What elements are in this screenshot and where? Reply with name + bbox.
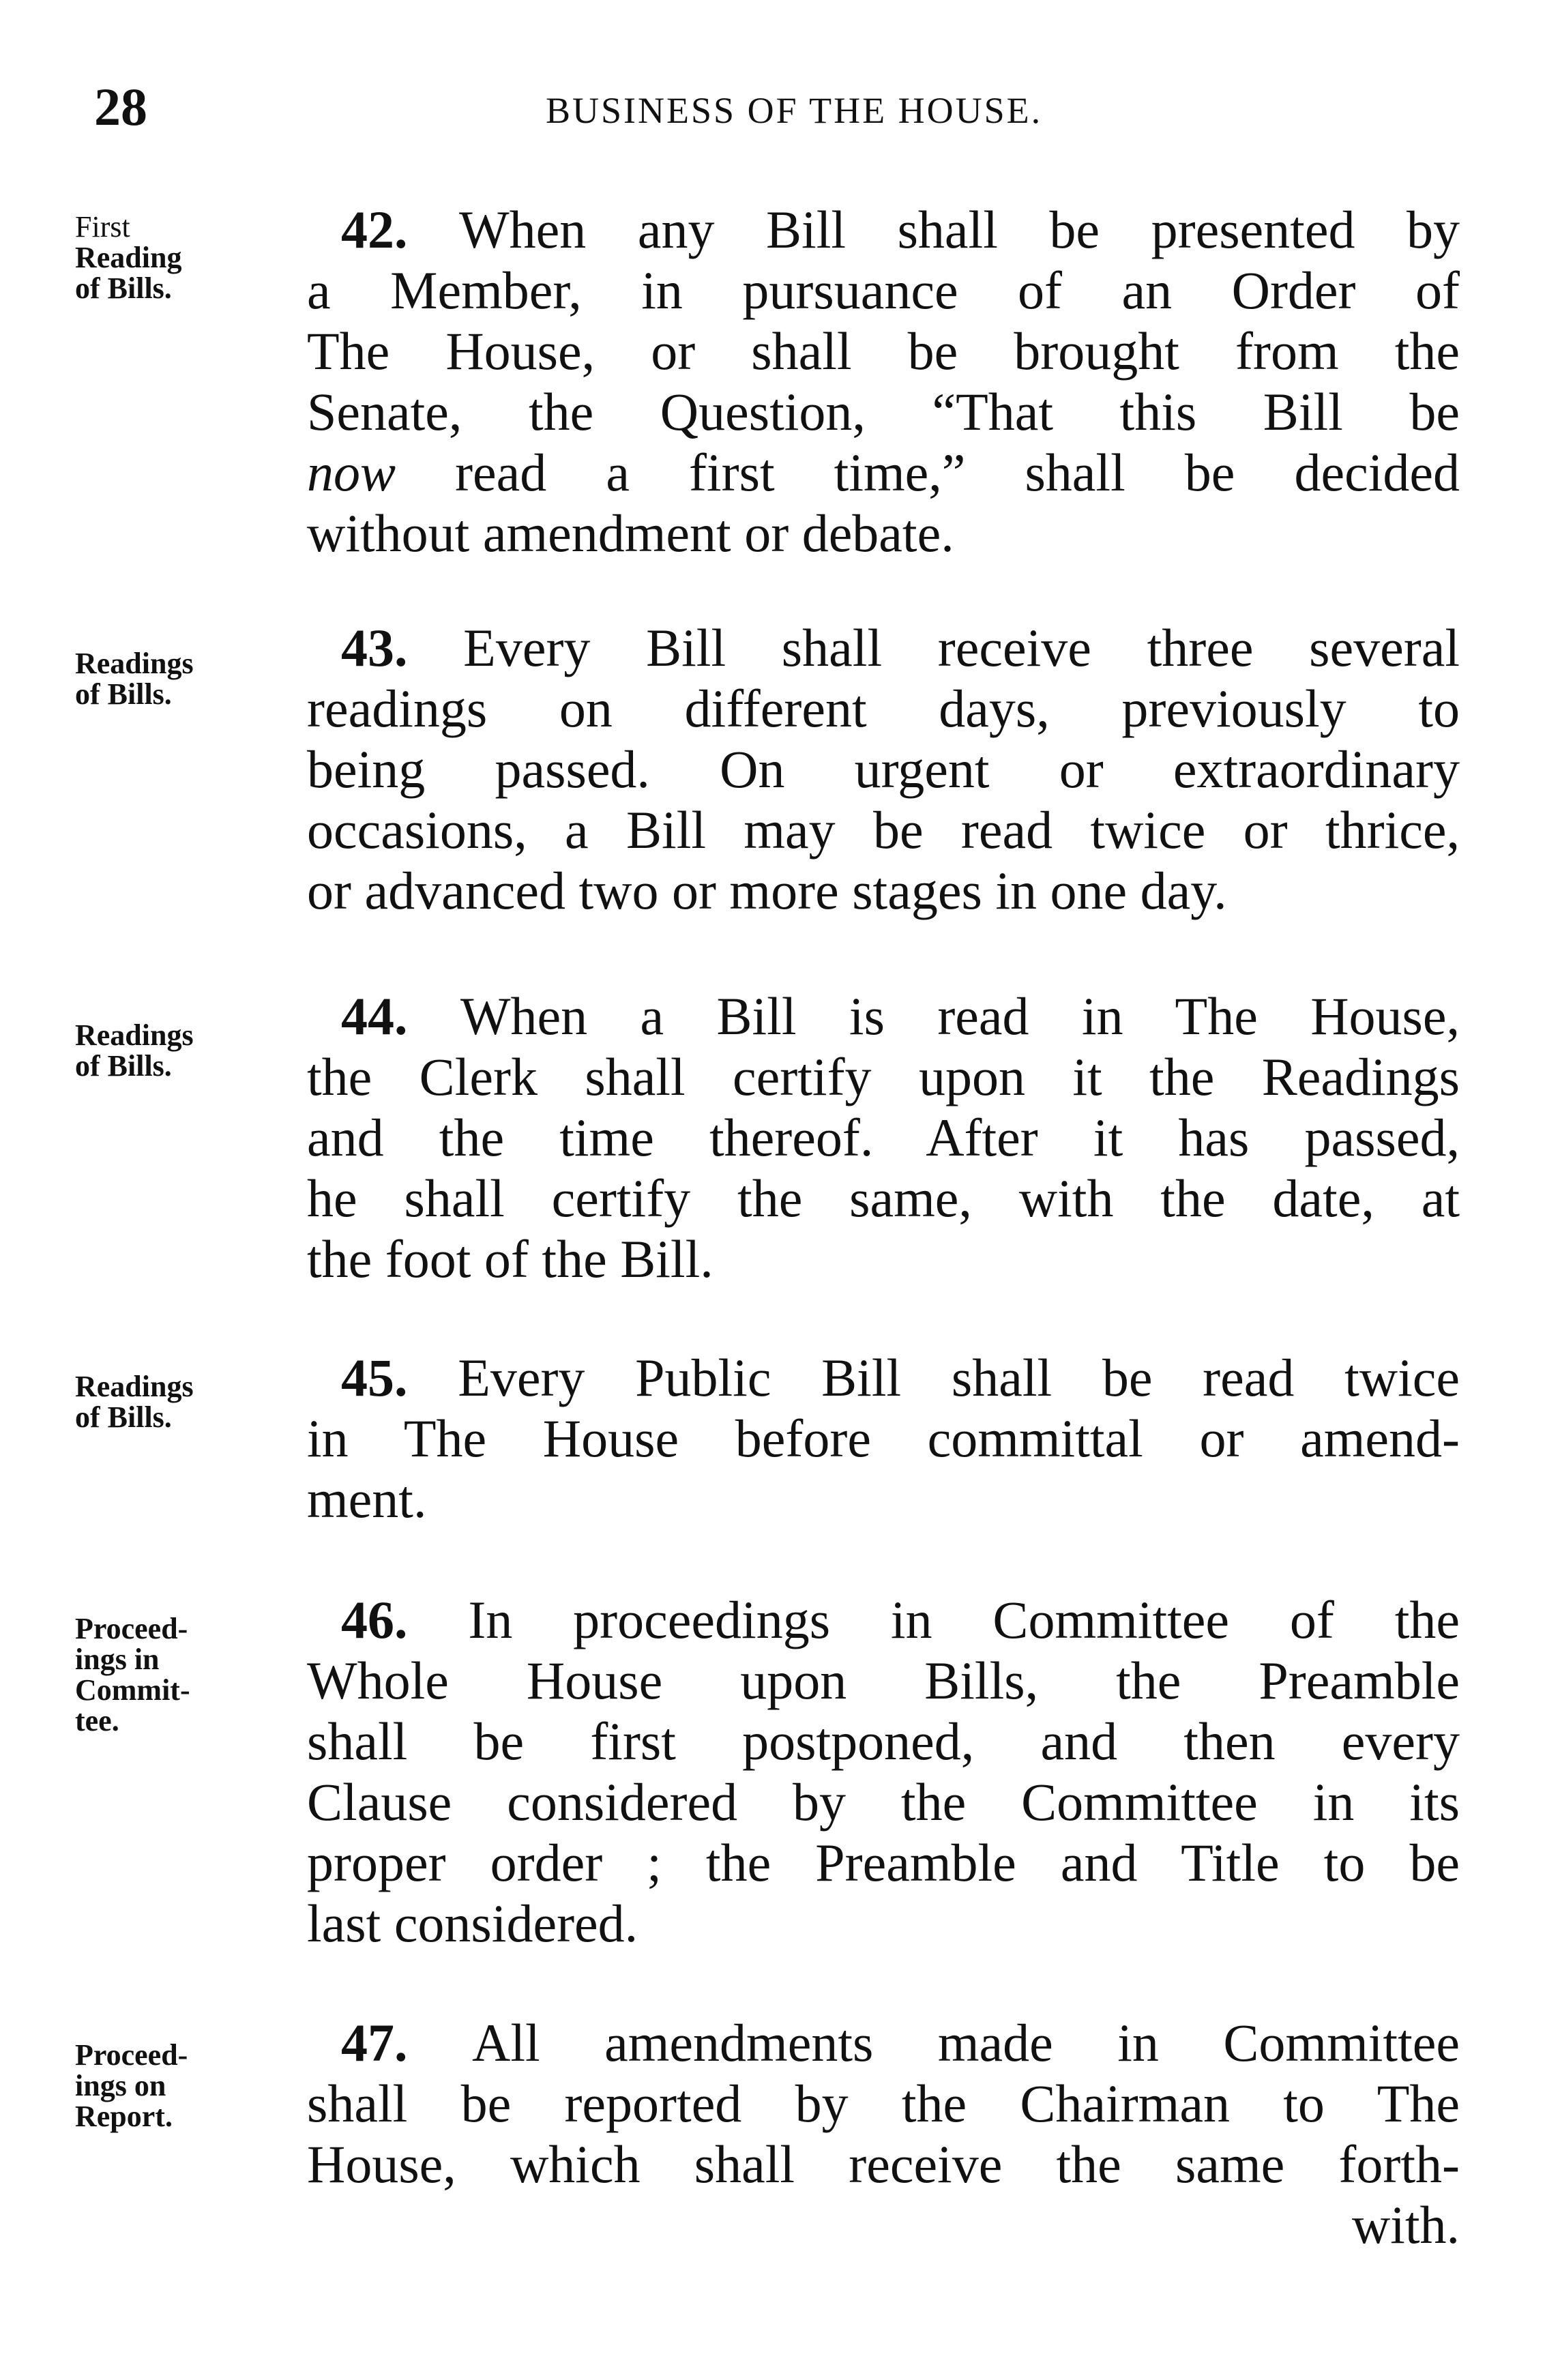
margin-note-line: Readings (75, 647, 194, 680)
paragraph-text: In proceedings in Committee of the (468, 1590, 1460, 1649)
margin-note-line: Commit- (75, 1673, 190, 1707)
paragraph-line: shall be first postponed, and then every (307, 1711, 1460, 1771)
paragraph-line: without amendment or debate. (307, 503, 954, 563)
paragraph-line: proper order ; the Preamble and Title to be (307, 1833, 1460, 1892)
rule-number: 44. (341, 986, 408, 1046)
paragraph-line: a Member, in pursuance of an Order of (307, 261, 1460, 320)
rule-44-paragraph (307, 986, 1460, 1289)
paragraph-line (307, 617, 1460, 678)
paragraph-line: occasions, a Bill may be read twice or thrice, (307, 800, 1460, 860)
margin-note-readings (75, 648, 273, 709)
paragraph-line: or advanced two or more stages in one day. (307, 861, 1227, 920)
paragraph-line: the Clerk shall certify upon it the Readings (307, 1047, 1460, 1106)
paragraph-line: readings on different days, previously to (307, 679, 1460, 738)
margin-note-line: tee. (75, 1704, 119, 1737)
margin-note-line: of Bills. (75, 1049, 172, 1083)
margin-note-line: of Bills. (75, 271, 172, 305)
rule-43-paragraph (307, 617, 1460, 921)
rule-47-paragraph (307, 2012, 1460, 2255)
margin-note-line: First (75, 210, 130, 244)
margin-note-line: Proceed- (75, 2038, 188, 2072)
paragraph-text: When a Bill is read in The House, (460, 986, 1460, 1046)
rule-number: 46. (341, 1590, 408, 1649)
paragraph-line: with. (1351, 2195, 1460, 2254)
margin-note-line: Readings (75, 1370, 194, 1403)
paragraph-line (307, 2012, 1460, 2073)
margin-note-line: ings on (75, 2069, 166, 2102)
paragraph-text: Every Public Bill shall be read twice (458, 1348, 1460, 1407)
rule-number: 42. (341, 200, 408, 259)
rule-45-paragraph (307, 1347, 1460, 1529)
margin-note-line: Reading (75, 241, 182, 274)
paragraph-line: being passed. On urgent or extraordinary (307, 739, 1460, 799)
paragraph-line: Senate, the Question, “That this Bill be (307, 382, 1460, 441)
running-head: BUSINESS OF THE HOUSE. (546, 90, 1043, 131)
paragraph-line: shall be reported by the Chairman to The (307, 2074, 1460, 2133)
rule-46-paragraph (307, 1589, 1460, 1954)
page-number: 28 (94, 77, 147, 136)
rule-number: 47. (341, 2013, 408, 2072)
paragraph-line: The House, or shall be brought from the (307, 321, 1460, 381)
paragraph-line: now read a first time,” shall be decided (307, 443, 1460, 502)
paragraph-text: All amendments made in Committee (471, 2013, 1460, 2072)
paragraph-line: he shall certify the same, with the date, at (307, 1169, 1460, 1228)
margin-note-readings (75, 1371, 273, 1433)
margin-note-first-reading (75, 211, 273, 304)
paragraph-line: the foot of the Bill. (307, 1229, 713, 1289)
margin-note-line: Report. (75, 2100, 173, 2133)
paragraph-line: and the time thereof. After it has passed, (307, 1108, 1460, 1167)
paragraph-line: in The House before committal or amend- (307, 1409, 1460, 1468)
rule-42-paragraph (307, 199, 1460, 563)
margin-note-line: of Bills. (75, 677, 172, 711)
paragraph-line (307, 1589, 1460, 1650)
paragraph-line (307, 986, 1460, 1046)
paragraph-line: ment. (307, 1469, 427, 1529)
paragraph-line: Whole House upon Bills, the Preamble (307, 1651, 1460, 1710)
paragraph-line: Clause considered by the Committee in its (307, 1772, 1460, 1832)
paragraph-text: Every Bill shall receive three several (463, 618, 1460, 677)
margin-note-line: ings in (75, 1643, 160, 1676)
rule-number: 43. (341, 618, 408, 677)
paragraph-line: House, which shall receive the same forth- (307, 2134, 1460, 2194)
margin-note-line: Proceed- (75, 1612, 188, 1645)
paragraph-line: last considered. (307, 1894, 638, 1953)
paragraph-text: When any Bill shall be presented by (459, 200, 1460, 259)
margin-note-line: Readings (75, 1018, 194, 1052)
paragraph-line (307, 1347, 1460, 1408)
rule-number: 45. (341, 1348, 408, 1407)
paragraph-line (307, 199, 1460, 260)
margin-note-proceedings-in-committee (75, 1613, 273, 1736)
margin-note-proceedings-on-report (75, 2040, 273, 2132)
margin-note-readings (75, 1020, 273, 1081)
margin-note-line: of Bills. (75, 1400, 172, 1434)
